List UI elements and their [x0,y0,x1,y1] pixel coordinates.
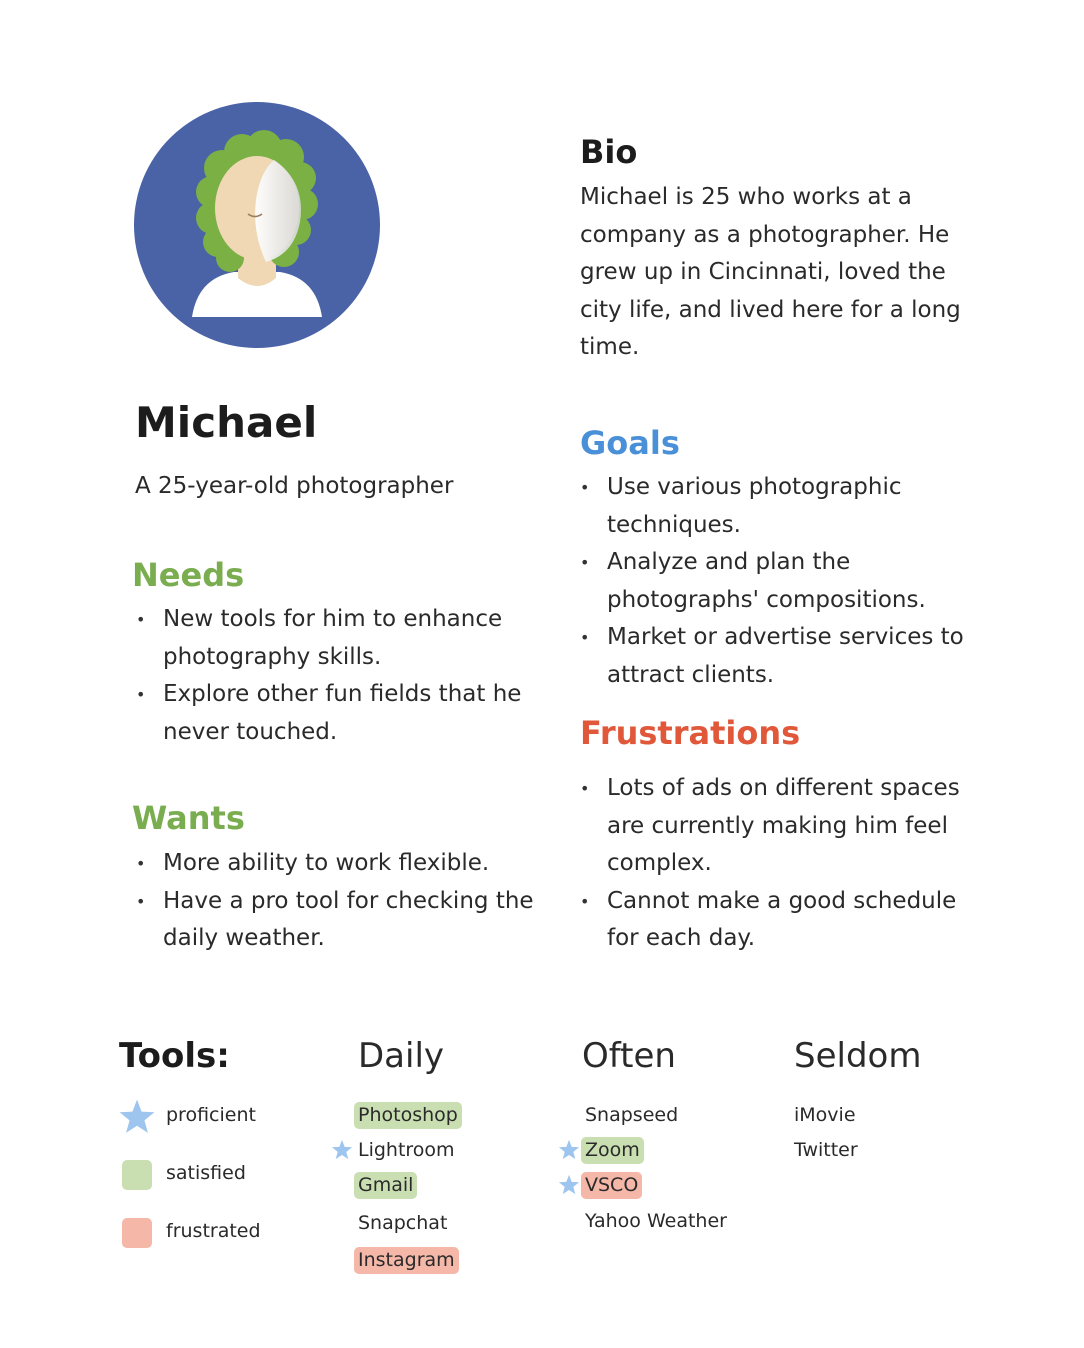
persona-tagline: A 25-year-old photographer [135,473,454,499]
tool-item: Lightroom [358,1139,455,1161]
tool-item: Twitter [794,1139,858,1161]
frustrated-swatch [122,1218,152,1248]
proficient-star-icon [331,1139,353,1161]
tool-item: Photoshop [354,1102,462,1129]
legend-satisfied-label: satisfied [166,1162,246,1184]
list-item: • Have a pro tool for checking the daily weather. [135,883,535,958]
tool-item: Gmail [354,1172,417,1199]
needs-list [135,601,535,751]
list-item: • Explore other fun fields that he never touched. [135,676,535,751]
list-item: • Analyze and plan the photographs' compositions. [579,544,979,619]
seldom-column-title: Seldom [794,1036,922,1076]
frustrations-heading: Frustrations [580,714,801,752]
satisfied-swatch [122,1160,152,1190]
often-column-title: Often [582,1036,676,1076]
wants-list [135,845,535,958]
tool-item: Yahoo Weather [585,1210,727,1232]
proficient-star-icon [558,1139,580,1161]
tool-item: iMovie [794,1104,856,1126]
tool-item: Snapchat [358,1212,448,1234]
tool-item: Snapseed [585,1104,679,1126]
list-item: • Use various photographic techniques. [579,469,979,544]
bio-text: Michael is 25 who works at a company as a photographer. He grew up in Cincinnati, loved the city life, and lived here for a long time. [580,184,961,360]
list-item: • New tools for him to enhance photography skills. [135,601,535,676]
tool-item: Zoom [581,1137,644,1164]
tools-heading: Tools: [119,1036,230,1076]
list-item: • Lots of ads on different spaces are currently making him feel complex. [579,770,979,883]
bio-heading: Bio [580,133,638,171]
legend-proficient-label: proficient [166,1104,256,1126]
goals-heading: Goals [580,424,680,462]
proficient-star-icon [558,1174,580,1196]
list-item: • Market or advertise services to attract clients. [579,619,979,694]
daily-column-title: Daily [358,1036,445,1076]
frustrations-list [579,770,979,958]
tool-item: Instagram [354,1247,459,1274]
goals-list [579,469,979,694]
avatar [134,102,380,348]
needs-heading: Needs [132,556,245,594]
list-item: • Cannot make a good schedule for each day. [579,883,979,958]
tool-item: VSCO [581,1172,642,1199]
wants-heading: Wants [132,799,245,837]
proficient-star-icon [118,1098,156,1136]
persona-name: Michael [135,398,318,447]
legend-frustrated-label: frustrated [166,1220,261,1242]
list-item: • More ability to work flexible. [135,845,535,883]
